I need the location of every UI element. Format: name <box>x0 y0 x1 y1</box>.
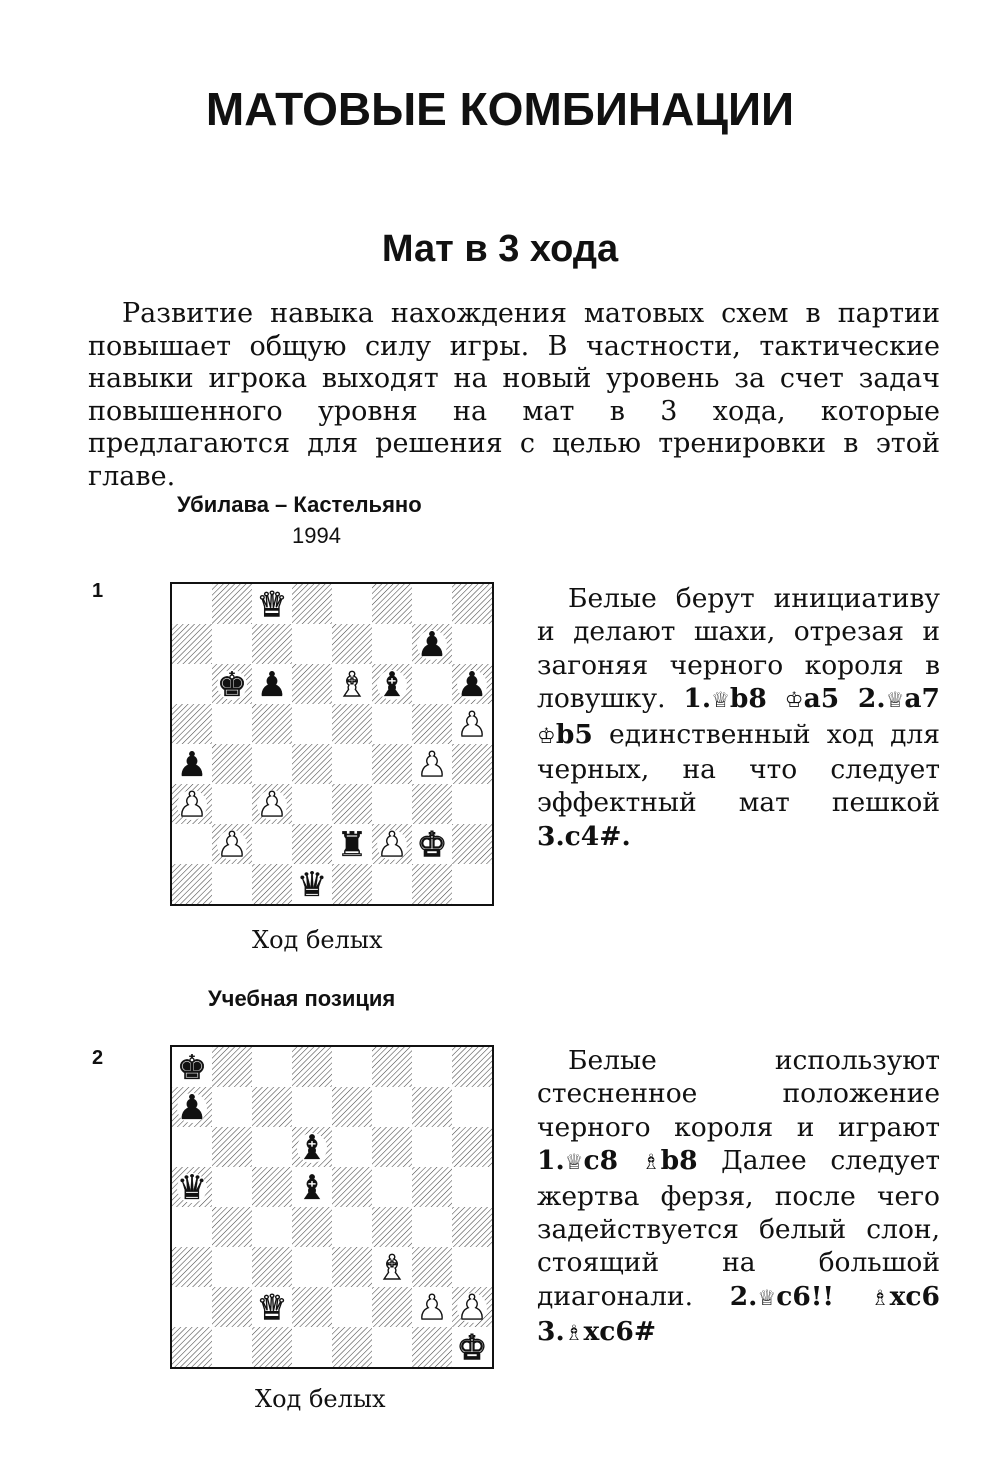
white-pawn-icon: ♟ <box>176 785 208 825</box>
queen-icon: ♕ <box>885 688 905 713</box>
dark-square <box>332 1087 372 1127</box>
dark-square <box>212 584 252 624</box>
white-bishop-icon: ♝ <box>336 665 368 705</box>
dark-square <box>252 864 292 904</box>
black-rook-icon: ♜ <box>336 825 368 865</box>
bishop-icon: ♗ <box>564 1321 584 1346</box>
dark-square <box>292 664 332 704</box>
black-king-icon: ♚ <box>216 665 248 705</box>
move: b8 <box>729 683 767 715</box>
queen-icon: ♕ <box>757 1285 777 1310</box>
move: 3. <box>537 1316 565 1348</box>
dark-square <box>412 704 452 744</box>
dark-square <box>372 584 412 624</box>
black-queen-icon: ♛ <box>296 865 328 904</box>
king-icon: ♔ <box>784 688 804 713</box>
dark-square <box>412 784 452 824</box>
black-pawn-icon: ♟ <box>176 1088 208 1128</box>
dark-square <box>212 1127 252 1167</box>
dark-square <box>172 1327 212 1367</box>
dark-square <box>292 1287 332 1327</box>
board-svg <box>172 1047 492 1367</box>
move: 2. <box>839 683 886 715</box>
dark-square <box>452 1127 492 1167</box>
black-bishop-icon: ♝ <box>296 1128 328 1168</box>
dark-square <box>412 1167 452 1207</box>
white-queen-icon: ♛ <box>256 1288 288 1328</box>
white-queen-icon: ♛ <box>256 585 288 625</box>
dark-square <box>292 1047 332 1087</box>
diagram-2-comment-text <box>537 1044 940 1351</box>
comment-text: Белые берут инициативу и делают шахи, отрезая и загоняя черного короля в ловушку. <box>537 583 940 715</box>
diagram-1-comment <box>537 582 940 853</box>
dark-square <box>292 1207 332 1247</box>
dark-square <box>292 744 332 784</box>
diagram-1-comment-text <box>537 582 940 853</box>
diagram-1-caption: Ход белых <box>252 926 383 954</box>
dark-square <box>452 1207 492 1247</box>
move: 2. <box>729 1280 758 1312</box>
dark-square <box>452 1047 492 1087</box>
bishop-icon: ♗ <box>870 1285 890 1310</box>
dark-square <box>452 744 492 784</box>
dark-square <box>332 624 372 664</box>
dark-square <box>292 824 332 864</box>
comment-text: Далее следует жертва ферзя, после чего задействуется белый слон, стоящий на большой диагонали. <box>537 1145 940 1312</box>
black-bishop-icon: ♝ <box>376 665 408 705</box>
white-bishop-icon: ♝ <box>376 1248 408 1288</box>
diagram-1-year: 1994 <box>292 523 341 548</box>
queen-icon: ♕ <box>564 1150 584 1175</box>
dark-square <box>372 1047 412 1087</box>
dark-square <box>212 1047 252 1087</box>
white-pawn-icon: ♟ <box>456 705 488 745</box>
move: b5 <box>555 718 593 750</box>
diagram-2-caption: Ход белых <box>255 1385 386 1413</box>
chess-board-1 <box>170 582 494 906</box>
dark-square <box>292 584 332 624</box>
black-pawn-icon: ♟ <box>176 745 208 785</box>
diagram-1-number: 1 <box>92 580 104 602</box>
white-pawn-icon: ♟ <box>216 825 248 865</box>
white-pawn-icon: ♟ <box>256 785 288 825</box>
dark-square <box>412 1327 452 1367</box>
black-pawn-icon: ♟ <box>416 625 448 665</box>
black-queen-icon: ♛ <box>176 1168 208 1208</box>
dark-square <box>252 1167 292 1207</box>
dark-square <box>412 1087 452 1127</box>
dark-square <box>332 1167 372 1207</box>
move: 1. <box>537 1145 565 1177</box>
dark-square <box>172 624 212 664</box>
dark-square <box>372 1287 412 1327</box>
white-king-icon: ♚ <box>456 1328 488 1367</box>
black-pawn-icon: ♟ <box>256 665 288 705</box>
diagram-2-comment <box>537 1044 940 1351</box>
section-title: Мат в 3 хода <box>381 228 619 270</box>
white-pawn-icon: ♟ <box>456 1288 488 1328</box>
move: a7 <box>904 683 940 715</box>
dark-square <box>372 1127 412 1167</box>
diagram-2-title: Учебная позиция <box>208 986 396 1011</box>
move: a5 <box>803 683 840 715</box>
king-icon: ♔ <box>537 723 556 748</box>
dark-square <box>332 704 372 744</box>
white-pawn-icon: ♟ <box>416 745 448 785</box>
queen-icon: ♕ <box>711 688 730 713</box>
dark-square <box>252 1327 292 1367</box>
move: c6!! <box>776 1280 835 1312</box>
comment-text: Белые используют стесненное положение черного короля и играют <box>537 1045 940 1143</box>
black-pawn-icon: ♟ <box>456 665 488 705</box>
dark-square <box>332 784 372 824</box>
chess-board-2 <box>170 1045 494 1369</box>
dark-square <box>372 1207 412 1247</box>
move: xc6 <box>889 1280 940 1312</box>
move: b8 <box>660 1145 698 1177</box>
dark-square <box>252 624 292 664</box>
dark-square <box>412 864 452 904</box>
dark-square <box>332 864 372 904</box>
intro-text: Развитие навыка нахождения матовых схем в партии повышает общую силу игры. В частности, тактические навыки игрока выходят на новый уровень за счет задач повышенного уровня на мат в 3 хода, которые предлагаются для решения с целью тренировки в этой главе. <box>88 298 940 492</box>
white-pawn-icon: ♟ <box>376 825 408 865</box>
dark-square <box>172 704 212 744</box>
dark-square <box>452 584 492 624</box>
dark-square <box>212 744 252 784</box>
dark-square <box>252 1247 292 1287</box>
move: c8 <box>583 1145 619 1177</box>
bishop-icon: ♗ <box>641 1150 661 1175</box>
dark-square <box>372 744 412 784</box>
dark-square <box>332 1327 372 1367</box>
dark-square <box>252 704 292 744</box>
white-king-icon: ♚ <box>416 825 448 865</box>
white-pawn-icon: ♟ <box>416 1288 448 1328</box>
move: xc6# <box>583 1316 657 1348</box>
dark-square <box>172 864 212 904</box>
diagram-1-title: Убилава – Кастельяно <box>177 492 422 517</box>
move: 3.c4#. <box>537 820 631 852</box>
dark-square <box>252 1087 292 1127</box>
dark-square <box>332 1247 372 1287</box>
dark-square <box>412 1247 452 1287</box>
black-king-icon: ♚ <box>176 1048 208 1088</box>
board-svg <box>172 584 492 904</box>
dark-square <box>452 824 492 864</box>
dark-square <box>212 1207 252 1247</box>
move: 1. <box>683 683 712 715</box>
diagram-2-number: 2 <box>92 1047 104 1069</box>
black-bishop-icon: ♝ <box>296 1168 328 1208</box>
chapter-title: МАТОВЫЕ КОМБИНАЦИИ <box>205 83 795 135</box>
intro-paragraph <box>88 298 940 493</box>
dark-square <box>212 1287 252 1327</box>
dark-square <box>172 1247 212 1287</box>
comment-text: единственный ход для черных, на что следует эффектный мат пешкой <box>537 718 940 819</box>
